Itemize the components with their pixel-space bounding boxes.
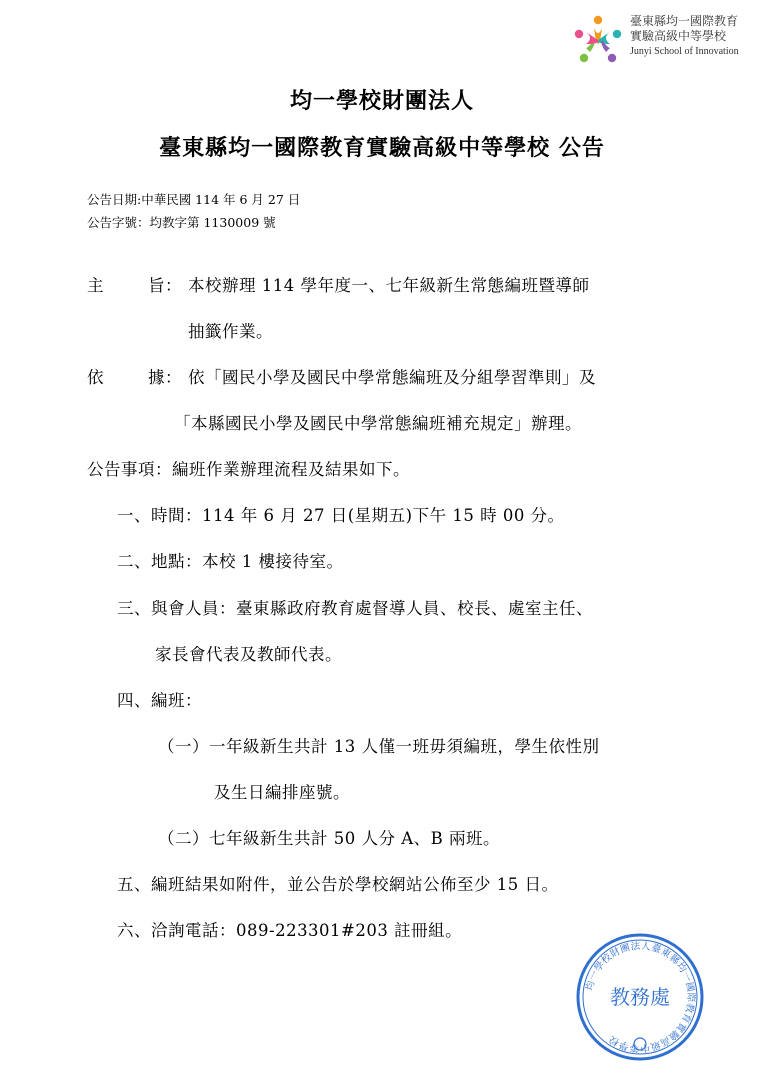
logo-line-2: 實驗高級中等學校 [630,29,727,43]
logo-text [630,14,739,59]
notice-number: 公告字號：均教字第 1130009 號 [87,215,276,230]
basis-line-2: 「本縣國民小學及國民中學常態編班補充規定」辦理。 [174,414,582,433]
item-attendees-1: 三、與會人員：臺東縣政府教育處督導人員、校長、處室主任、 [117,599,593,618]
notice-title: 臺東縣均一國際教育實驗高級中等學校 公告 [159,135,605,161]
basis-label-a: 依 [87,368,104,387]
subject-line-1: 本校辦理 114 學年度一、七年級新生常態編班暨導師 [188,276,590,295]
logo-line-3: Junyi School of Innovation [630,46,739,57]
item-sub1-line-1: （一）一年級新生共計 13 人僅一班毋須編班，學生依性別 [158,737,600,756]
notice-date: 公告日期:中華民國 114 年 6 月 27 日 [87,192,301,207]
item-time: 一、時間：114 年 6 月 27 日(星期五)下午 15 時 00 分。 [117,506,565,525]
item-result: 五、編班結果如附件，並公告於學校網站公佈至少 15 日。 [117,875,559,894]
logo-line-1: 臺東縣均一國際教育 [630,14,739,28]
school-logo-icon [572,14,624,66]
basis-line-1: 依「國民小學及國民中學常態編班及分組學習準則」及 [188,368,596,387]
item-contact: 六、洽詢電話：089-223301#203 註冊組。 [117,921,463,940]
seal-center-text: 教務處 [610,985,670,1009]
item-sub1-line-2: 及生日編排座號。 [214,783,350,802]
notice-intro: 公告事項：編班作業辦理流程及結果如下。 [87,460,410,479]
org-title: 均一學校財團法人 [289,88,474,114]
seal-ring-text: 均一學校財團法人臺東縣均一國際教育實驗高級中等學校 [584,940,697,1054]
subject-label-a: 主 [87,276,104,295]
basis-label-b: 據： [148,368,182,387]
subject-line-2: 抽籤作業。 [188,322,273,341]
item-sub2: （二）七年級新生共計 50 人分 A、B 兩班。 [158,829,501,848]
item-grouping: 四、編班： [117,691,202,710]
office-seal-stamp [575,932,705,1062]
item-place: 二、地點：本校 1 樓接待室。 [117,552,344,571]
item-attendees-2: 家長會代表及教師代表。 [155,645,342,664]
subject-label-b: 旨： [148,276,182,295]
